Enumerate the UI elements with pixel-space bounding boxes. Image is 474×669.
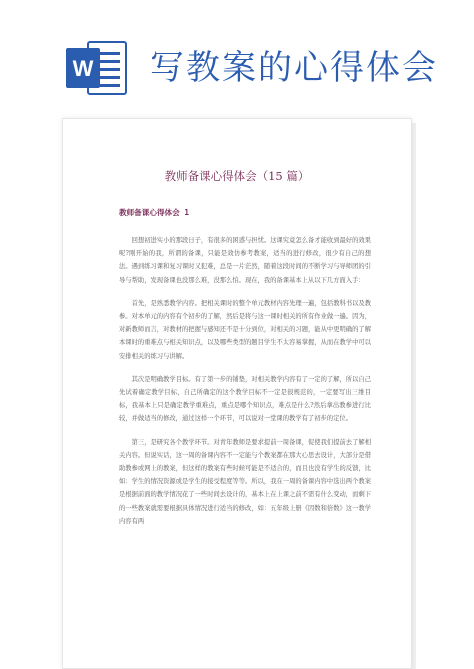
paragraph: 其次是明确教学目标。有了第一步的铺垫，对相关教学内容有了一定的了解，所以自己先试着确定教学目标，自己所确定的这个教学目标不一定是很规范的，一定要写出三维目标，我基本上只是确定教学重难点，重点是哪个知识点，难点是什么?然后拿出教参进行比较，并做适当的修改，通过这样一个环节，可以说对一堂课的教学有了初步的定位。 bbox=[119, 375, 371, 423]
paragraph: 第三，是研究各个教学环节。对青年教师是要求提前一周备课，促使我们提前去了解相关内容。但说实话，这一周的备课内容不一定能与个教案都在那大心思去设计，大部分是借助教参或网上的教案，但这样的教案有些时候可能是不适合的，而且也没有学生的反馈，比如：学生的情况资源或是学生的接受程度等等。所以，我在一周的备课内容中选出两个教案是根据前面的教学情况花了一些时间去设计的，基本上在上课之前不需有什么变动，而剩下的一些教案就需要根据具体情况进行适当的修改，如：五年级上册《因数和倍数》这一教学内容有两 bbox=[119, 438, 371, 525]
paragraph: 首先，是熟悉教学内容。把相关课时的整个单元教材内容先理一遍，包括教科书以及教参。对本单元的内容有个初步的了解，然后是将与这一课时相关的所有作业做一遍。因为，对新教师而言，对教材的把握与感知还不是十分到位，对相关的习题，能从中更明确的了解本课时的重难点与相关知识点，以及哪些类型的题目学生不太容易掌握，从而在教学中可以安排相关的练习与讲解。 bbox=[119, 299, 371, 360]
document-body bbox=[119, 234, 371, 538]
section-heading: 教师备课心得体会 1 bbox=[119, 208, 189, 217]
app-icon-letter: W bbox=[72, 56, 94, 81]
paragraph: 回想初进实小的那段日子，有很多的困惑与担忧。这课究竟怎么备才能收到最好的效果呢?刚开始的我，所谓的备课，只能是效仿参考教案，适当的进行修改，很少有自己的想法。遇到练习课和复习课时又犯难，总是一片茫然，随着这段时间的不断学习与导师团的引导与帮助，发现备课也没那么难，没那么怕。现在，我的备课基本上从以下几方面入手： bbox=[119, 237, 371, 284]
banner-title: 写教案的心得体会 bbox=[150, 48, 438, 88]
document-page bbox=[62, 118, 412, 669]
word-document-icon bbox=[66, 38, 128, 98]
document-title: 教师备课心得体会（15 篇） bbox=[164, 169, 310, 183]
banner bbox=[0, 0, 474, 118]
